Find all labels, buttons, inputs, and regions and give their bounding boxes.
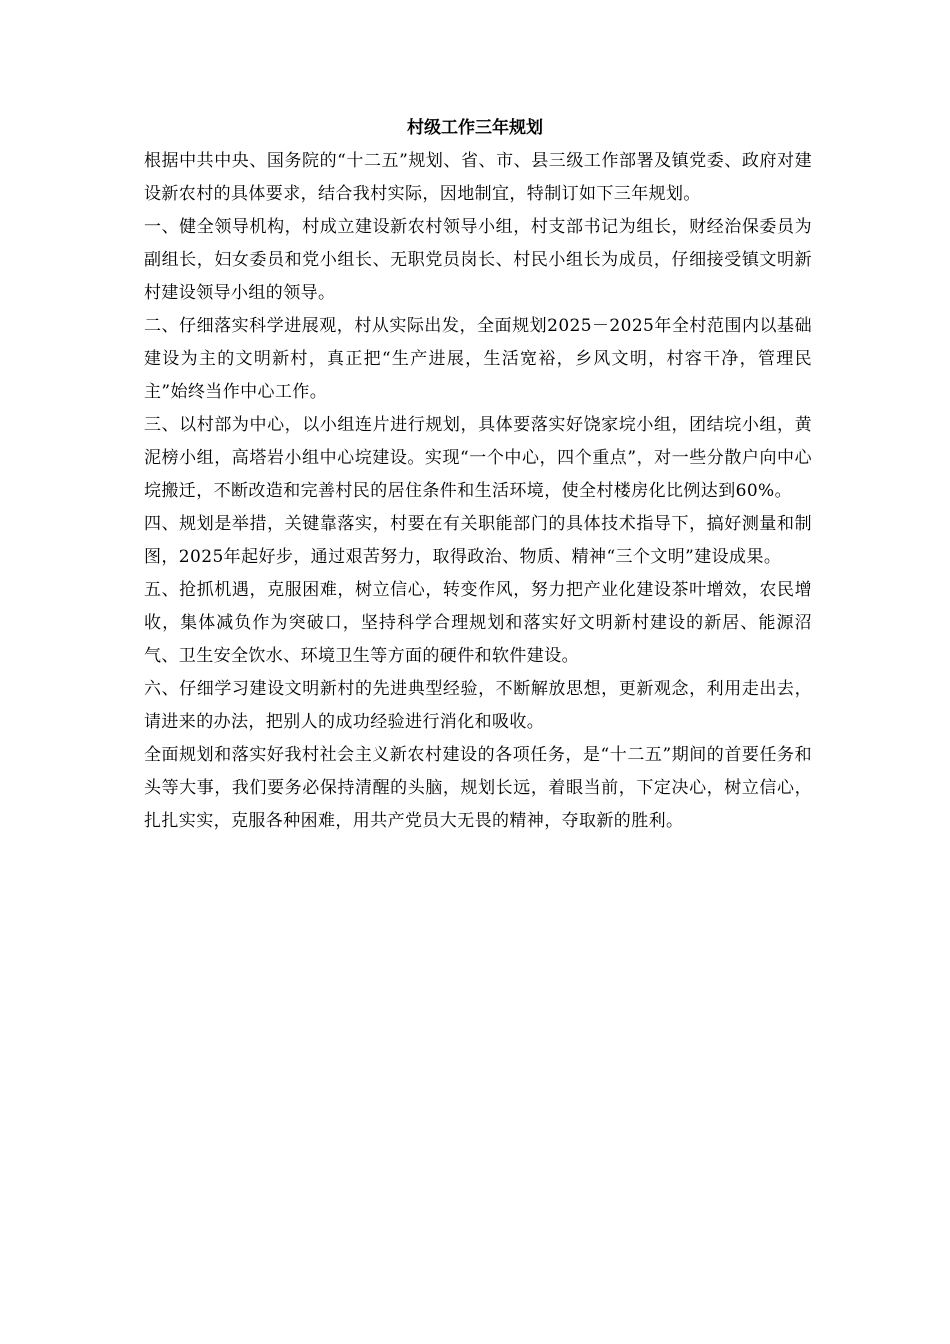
paragraph-section-6: 六、仔细学习建设文明新村的先进典型经验，不断解放思想，更新观念，利用走出去，请进来的办法，把别人的成功经验进行消化和吸收。: [144, 679, 812, 732]
paragraph-intro: 根据中共中央、国务院的“十二五”规划、省、市、县三级工作部署及镇党委、政府对建设新农村的具体要求，结合我村实际，因地制宜，特制订如下三年规划。: [144, 151, 812, 204]
paragraph-section-3: 三、以村部为中心，以小组连片进行规划，具体要落实好饶家垸小组，团结垸小组，黄泥榜小组，高塔岩小组中心垸建设。实现“一个中心，四个重点”，对一些分散户向中心垸搬迁，不断改造和完善村民的居住条件和生活环境，使全村楼房化比例达到60%。: [144, 415, 812, 501]
paragraph-conclusion: 全面规划和落实好我村社会主义新农村建设的各项任务，是“十二五”期间的首要任务和头等大事，我们要务必保持清醒的头脑，规划长远，着眼当前，下定决心，树立信心，扎扎实实，克服各种困难，用共产党员大无畏的精神，夺取新的胜利。: [144, 745, 812, 831]
paragraph-section-1: 一、健全领导机构，村成立建设新农村领导小组，村支部书记为组长，财经治保委员为副组长，妇女委员和党小组长、无职党员岗长、村民小组长为成员，仔细接受镇文明新村建设领导小组的领导。: [144, 217, 812, 303]
paragraph-section-2: 二、仔细落实科学进展观，村从实际出发，全面规划2025－2025年全村范围内以基础建设为主的文明新村，真正把“生产进展，生活宽裕，乡风文明，村容干净，管理民主”始终当作中心工作。: [144, 316, 812, 402]
paragraph-section-4: 四、规划是举措，关键靠落实，村要在有关职能部门的具体技术指导下，搞好测量和制图，2025年起好步，通过艰苦努力，取得政治、物质、精神“三个文明”建设成果。: [144, 514, 812, 567]
document-body: [144, 145, 812, 838]
paragraph-section-5: 五、抢抓机遇，克服困难，树立信心，转变作风，努力把产业化建设茶叶增效，农民增收，集体减负作为突破口，坚持科学合理规划和落实好文明新村建设的新居、能源沼气、卫生安全饮水、环境卫生等方面的硬件和软件建设。: [144, 580, 812, 666]
document-title: 村级工作三年规划: [407, 118, 543, 138]
